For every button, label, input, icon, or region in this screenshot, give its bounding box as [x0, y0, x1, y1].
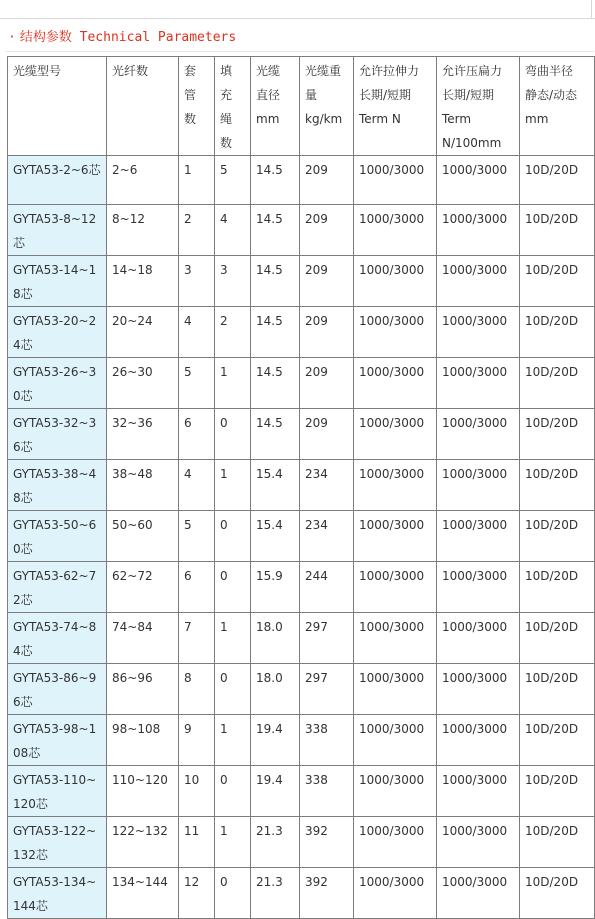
table-row	[8, 715, 595, 766]
header-line: 光缆	[256, 64, 281, 78]
cell-model: GYTA53-110~120芯	[8, 766, 107, 817]
cell-tensile: 1000/3000	[354, 205, 437, 256]
cell-bend-radius: 10D/20D	[520, 766, 595, 817]
cell-tube-count: 2	[179, 205, 215, 256]
header-line: 量	[305, 88, 318, 102]
cell-filler-count: 1	[215, 715, 251, 766]
table-row	[8, 156, 595, 205]
cell-weight: 338	[300, 715, 354, 766]
cell-filler-count: 1	[215, 358, 251, 409]
table-row	[8, 664, 595, 715]
table-row	[8, 766, 595, 817]
cell-diameter: 19.4	[251, 766, 300, 817]
cell-tensile: 1000/3000	[354, 562, 437, 613]
header-line: 光缆重	[305, 64, 342, 78]
cell-crush: 1000/3000	[437, 256, 520, 307]
cell-filler-count: 5	[215, 156, 251, 205]
cell-tensile: 1000/3000	[354, 613, 437, 664]
parameters-table	[7, 56, 595, 919]
cell-bend-radius: 10D/20D	[520, 664, 595, 715]
cell-fiber-count: 14~18	[107, 256, 179, 307]
cell-bend-radius: 10D/20D	[520, 511, 595, 562]
cell-diameter: 18.0	[251, 613, 300, 664]
cell-weight: 244	[300, 562, 354, 613]
cell-diameter: 19.4	[251, 715, 300, 766]
section-title	[8, 28, 236, 48]
table-row	[8, 817, 595, 868]
cell-bend-radius: 10D/20D	[520, 409, 595, 460]
header-fiber-count	[107, 57, 179, 156]
cell-bend-radius: 10D/20D	[520, 205, 595, 256]
cell-bend-radius: 10D/20D	[520, 307, 595, 358]
cell-weight: 209	[300, 256, 354, 307]
header-line: 填	[220, 64, 233, 78]
cell-tensile: 1000/3000	[354, 256, 437, 307]
cell-bend-radius: 10D/20D	[520, 156, 595, 205]
table-row	[8, 511, 595, 562]
header-line: 静态/动态	[525, 88, 578, 102]
table-row	[8, 868, 595, 919]
header-filler-count	[215, 57, 251, 156]
header-line: kg/km	[305, 112, 343, 126]
cell-tensile: 1000/3000	[354, 511, 437, 562]
table-row	[8, 613, 595, 664]
header-line: 允许拉伸力	[359, 64, 420, 78]
cell-diameter: 18.0	[251, 664, 300, 715]
cell-bend-radius: 10D/20D	[520, 358, 595, 409]
cell-crush: 1000/3000	[437, 613, 520, 664]
cell-weight: 234	[300, 460, 354, 511]
cell-filler-count: 0	[215, 766, 251, 817]
header-line: 绳	[220, 112, 233, 126]
cell-tube-count: 4	[179, 460, 215, 511]
cell-fiber-count: 110~120	[107, 766, 179, 817]
cell-crush: 1000/3000	[437, 409, 520, 460]
cell-crush: 1000/3000	[437, 766, 520, 817]
header-model	[8, 57, 107, 156]
cell-crush: 1000/3000	[437, 460, 520, 511]
cell-crush: 1000/3000	[437, 307, 520, 358]
cell-fiber-count: 62~72	[107, 562, 179, 613]
cell-weight: 297	[300, 613, 354, 664]
cell-tube-count: 1	[179, 156, 215, 205]
cell-weight: 234	[300, 511, 354, 562]
cell-filler-count: 0	[215, 868, 251, 919]
cell-diameter: 14.5	[251, 358, 300, 409]
cell-filler-count: 0	[215, 562, 251, 613]
cell-filler-count: 1	[215, 817, 251, 868]
header-line: 充	[220, 88, 233, 102]
cell-model: GYTA53-32~36芯	[8, 409, 107, 460]
cell-model: GYTA53-26~30芯	[8, 358, 107, 409]
cell-diameter: 14.5	[251, 409, 300, 460]
cell-diameter: 14.5	[251, 156, 300, 205]
header-line: 光缆型号	[13, 64, 62, 78]
header-line: Term	[442, 112, 472, 126]
cell-fiber-count: 122~132	[107, 817, 179, 868]
cell-filler-count: 0	[215, 664, 251, 715]
cell-crush: 1000/3000	[437, 868, 520, 919]
cell-weight: 338	[300, 766, 354, 817]
cell-bend-radius: 10D/20D	[520, 256, 595, 307]
cell-fiber-count: 86~96	[107, 664, 179, 715]
cell-weight: 209	[300, 205, 354, 256]
cell-tube-count: 7	[179, 613, 215, 664]
top-frame	[0, 0, 595, 19]
header-line: 数	[184, 112, 197, 126]
cell-crush: 1000/3000	[437, 715, 520, 766]
cell-filler-count: 0	[215, 409, 251, 460]
cell-filler-count: 1	[215, 613, 251, 664]
cell-model: GYTA53-20~24芯	[8, 307, 107, 358]
cell-weight: 392	[300, 817, 354, 868]
cell-fiber-count: 20~24	[107, 307, 179, 358]
cell-filler-count: 4	[215, 205, 251, 256]
cell-crush: 1000/3000	[437, 156, 520, 205]
cell-tube-count: 12	[179, 868, 215, 919]
cell-diameter: 14.5	[251, 307, 300, 358]
cell-diameter: 15.9	[251, 562, 300, 613]
header-tube-count	[179, 57, 215, 156]
cell-bend-radius: 10D/20D	[520, 562, 595, 613]
table-row	[8, 307, 595, 358]
table-row	[8, 460, 595, 511]
cell-model: GYTA53-50~60芯	[8, 511, 107, 562]
header-crush	[437, 57, 520, 156]
header-line: 数	[220, 136, 233, 150]
cell-model: GYTA53-2~6芯	[8, 156, 107, 205]
cell-diameter: 14.5	[251, 205, 300, 256]
cell-crush: 1000/3000	[437, 511, 520, 562]
cell-tensile: 1000/3000	[354, 409, 437, 460]
cell-diameter: 21.3	[251, 868, 300, 919]
cell-weight: 392	[300, 868, 354, 919]
cell-filler-count: 2	[215, 307, 251, 358]
cell-tube-count: 6	[179, 409, 215, 460]
cell-crush: 1000/3000	[437, 664, 520, 715]
cell-tensile: 1000/3000	[354, 766, 437, 817]
cell-fiber-count: 26~30	[107, 358, 179, 409]
cell-tube-count: 8	[179, 664, 215, 715]
cell-fiber-count: 32~36	[107, 409, 179, 460]
cell-model: GYTA53-74~84芯	[8, 613, 107, 664]
table-row	[8, 256, 595, 307]
cell-bend-radius: 10D/20D	[520, 613, 595, 664]
cell-diameter: 15.4	[251, 511, 300, 562]
header-line: 管	[184, 88, 197, 102]
cell-model: GYTA53-38~48芯	[8, 460, 107, 511]
header-line: 弯曲半径	[525, 64, 574, 78]
cell-weight: 209	[300, 409, 354, 460]
bullet-icon: ·	[8, 30, 16, 45]
table-row	[8, 409, 595, 460]
frame-edge	[591, 0, 592, 18]
cell-filler-count: 0	[215, 511, 251, 562]
cell-diameter: 21.3	[251, 817, 300, 868]
table-body	[8, 156, 595, 919]
cell-model: GYTA53-98~108芯	[8, 715, 107, 766]
cell-tube-count: 3	[179, 256, 215, 307]
cell-fiber-count: 134~144	[107, 868, 179, 919]
cell-tube-count: 4	[179, 307, 215, 358]
header-line: 直径	[256, 88, 281, 102]
cell-model: GYTA53-62~72芯	[8, 562, 107, 613]
cell-tensile: 1000/3000	[354, 307, 437, 358]
cell-model: GYTA53-8~12芯	[8, 205, 107, 256]
header-line: 允许压扁力	[442, 64, 503, 78]
cell-crush: 1000/3000	[437, 205, 520, 256]
cell-weight: 297	[300, 664, 354, 715]
header-bend-radius	[520, 57, 595, 156]
header-weight	[300, 57, 354, 156]
header-line: 套	[184, 64, 197, 78]
cell-tube-count: 10	[179, 766, 215, 817]
cell-model: GYTA53-86~96芯	[8, 664, 107, 715]
cell-filler-count: 1	[215, 460, 251, 511]
cell-weight: 209	[300, 307, 354, 358]
cell-weight: 209	[300, 156, 354, 205]
table-row	[8, 358, 595, 409]
header-line: 光纤数	[112, 64, 149, 78]
header-line: 长期/短期	[359, 88, 412, 102]
cell-diameter: 15.4	[251, 460, 300, 511]
cell-bend-radius: 10D/20D	[520, 460, 595, 511]
cell-bend-radius: 10D/20D	[520, 715, 595, 766]
cell-model: GYTA53-122~132芯	[8, 817, 107, 868]
cell-tube-count: 5	[179, 511, 215, 562]
cell-tensile: 1000/3000	[354, 715, 437, 766]
cell-fiber-count: 98~108	[107, 715, 179, 766]
cell-tensile: 1000/3000	[354, 817, 437, 868]
header-tensile	[354, 57, 437, 156]
cell-tensile: 1000/3000	[354, 664, 437, 715]
cell-tensile: 1000/3000	[354, 868, 437, 919]
table-row	[8, 205, 595, 256]
title-divider	[6, 51, 594, 52]
cell-tube-count: 11	[179, 817, 215, 868]
header-diameter	[251, 57, 300, 156]
table-row	[8, 562, 595, 613]
header-line: 长期/短期	[442, 88, 495, 102]
cell-tensile: 1000/3000	[354, 460, 437, 511]
cell-crush: 1000/3000	[437, 358, 520, 409]
cell-tube-count: 5	[179, 358, 215, 409]
cell-model: GYTA53-134~144芯	[8, 868, 107, 919]
cell-filler-count: 3	[215, 256, 251, 307]
cell-bend-radius: 10D/20D	[520, 868, 595, 919]
cell-diameter: 14.5	[251, 256, 300, 307]
cell-fiber-count: 8~12	[107, 205, 179, 256]
section-title-text: 结构参数 Technical Parameters	[19, 30, 237, 45]
header-line: mm	[256, 112, 280, 126]
cell-tensile: 1000/3000	[354, 358, 437, 409]
header-line: N/100mm	[442, 136, 502, 150]
cell-crush: 1000/3000	[437, 562, 520, 613]
cell-tube-count: 9	[179, 715, 215, 766]
cell-bend-radius: 10D/20D	[520, 817, 595, 868]
cell-fiber-count: 74~84	[107, 613, 179, 664]
header-line: mm	[525, 112, 549, 126]
header-row	[8, 57, 595, 156]
cell-crush: 1000/3000	[437, 817, 520, 868]
cell-tensile: 1000/3000	[354, 156, 437, 205]
cell-fiber-count: 2~6	[107, 156, 179, 205]
cell-model: GYTA53-14~18芯	[8, 256, 107, 307]
header-line: Term N	[359, 112, 401, 126]
cell-weight: 209	[300, 358, 354, 409]
cell-fiber-count: 38~48	[107, 460, 179, 511]
cell-tube-count: 6	[179, 562, 215, 613]
cell-fiber-count: 50~60	[107, 511, 179, 562]
